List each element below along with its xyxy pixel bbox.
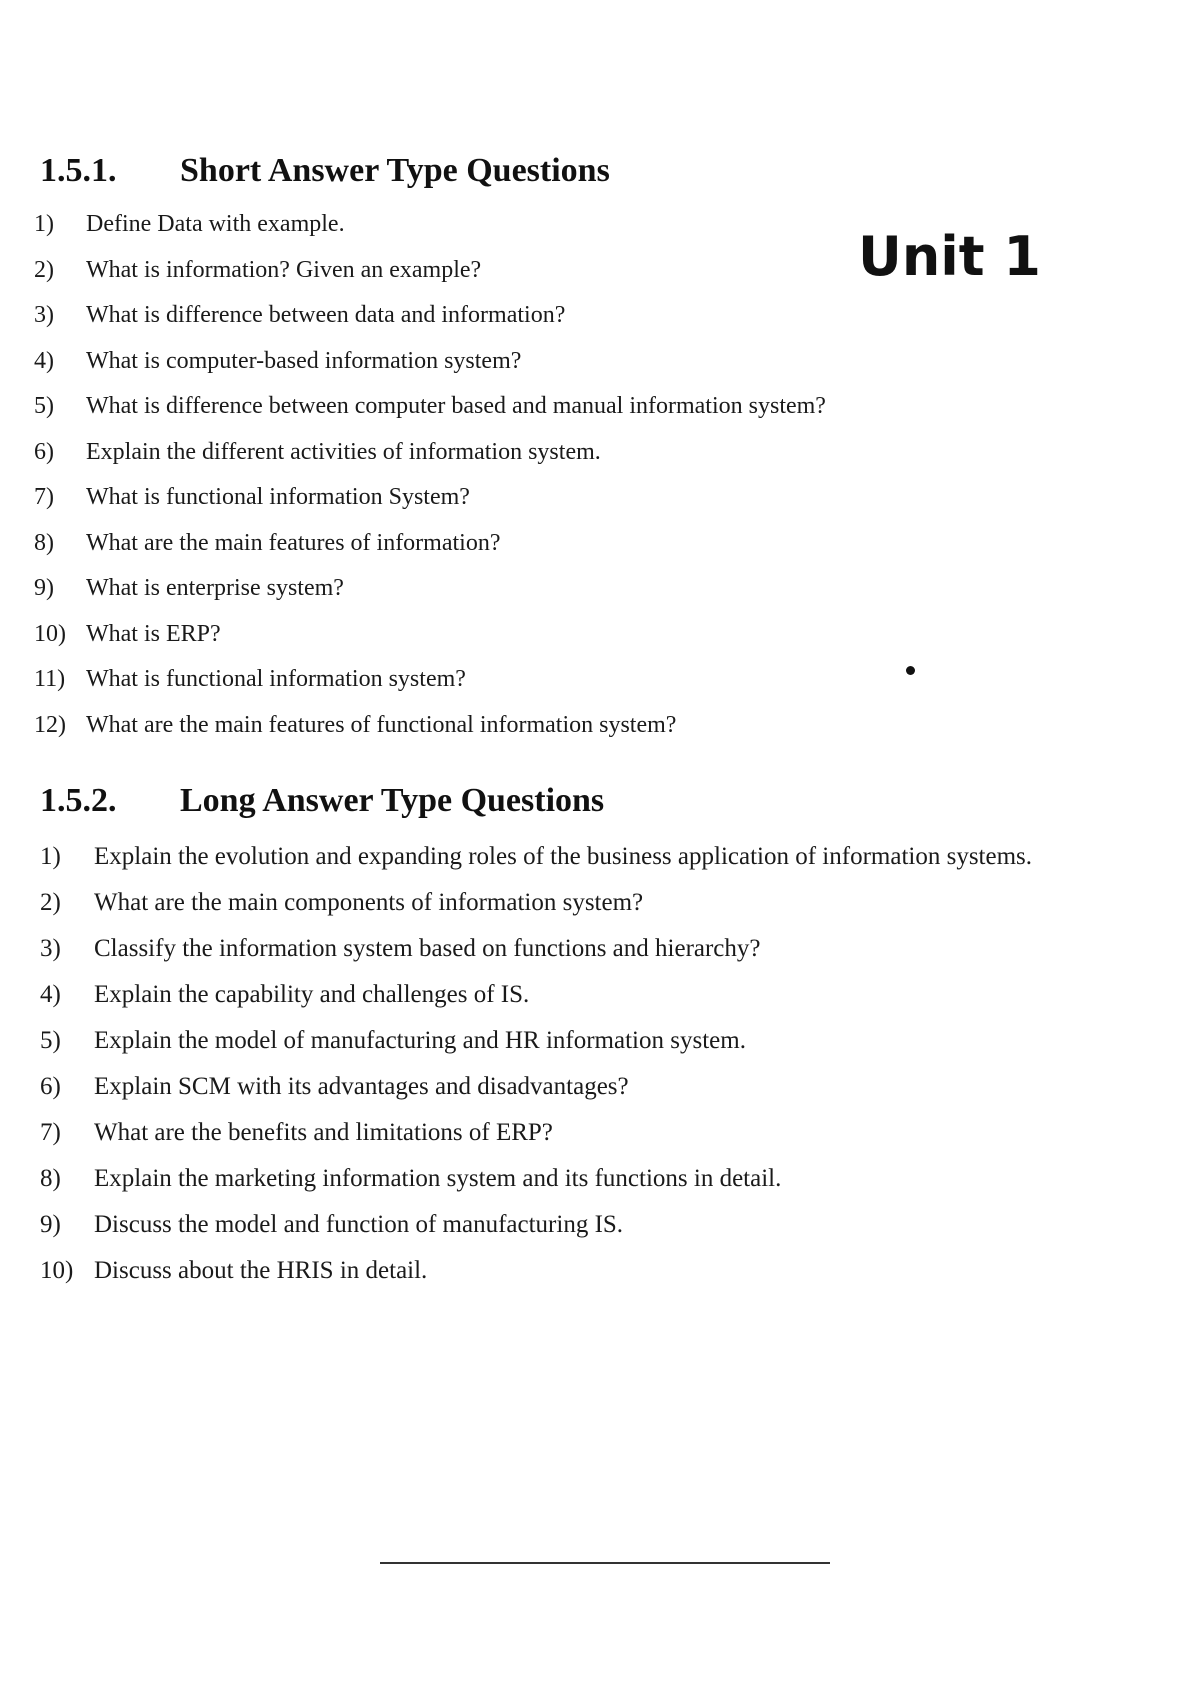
question-text: What is enterprise system?: [86, 575, 344, 601]
list-item: [40, 972, 1032, 1018]
list-item: [40, 1248, 1032, 1294]
short-question-list: [34, 202, 826, 748]
list-item: [40, 1156, 1032, 1202]
long-question-list: [40, 834, 1032, 1294]
question-number: 10): [40, 1257, 74, 1284]
list-item: [40, 1202, 1032, 1248]
question-number: 9): [34, 575, 54, 601]
short-section-title: Short Answer Type Questions: [180, 152, 610, 189]
list-item: [34, 521, 826, 567]
long-section-title: Long Answer Type Questions: [180, 782, 605, 819]
question-number: 5): [34, 393, 54, 419]
question-text: What is difference between computer based and manual information system?: [86, 393, 826, 419]
question-text: What is ERP?: [86, 620, 221, 647]
short-answer-heading: [40, 152, 610, 190]
question-number: 4): [40, 981, 61, 1008]
unit-title: Unit 1: [858, 225, 1041, 288]
list-item: [34, 657, 826, 703]
list-item: [34, 475, 826, 521]
question-text: Explain the evolution and expanding roles of the business application of information systems.: [94, 843, 1033, 870]
short-section-number: 1.5.1.: [40, 152, 117, 189]
question-number: 8): [40, 1165, 61, 1192]
list-item: [34, 566, 826, 612]
question-text: Discuss about the HRIS in detail.: [94, 1257, 428, 1284]
question-text: Explain the different activities of information system.: [86, 438, 601, 465]
question-text: Explain the model of manufacturing and HR information system.: [94, 1027, 746, 1054]
long-answer-heading: [40, 782, 604, 820]
footer-rule: [380, 1562, 830, 1564]
question-number: 12): [34, 711, 66, 738]
question-number: 6): [40, 1073, 61, 1100]
question-text: What is functional information system?: [86, 666, 466, 692]
question-text: Explain the capability and challenges of IS.: [94, 981, 530, 1008]
question-number: 10): [34, 620, 66, 647]
list-item: [34, 384, 826, 430]
list-item: [34, 202, 826, 248]
list-item: [40, 1064, 1032, 1110]
list-item: [40, 1018, 1032, 1064]
question-text: Discuss the model and function of manufacturing IS.: [94, 1211, 624, 1238]
question-number: 3): [40, 935, 61, 962]
question-number: 2): [40, 889, 61, 916]
question-number: 11): [34, 666, 66, 692]
question-number: 8): [34, 529, 54, 556]
list-item: [34, 339, 826, 385]
question-number: 1): [40, 843, 61, 870]
list-item: [40, 834, 1032, 880]
question-number: 7): [40, 1119, 61, 1146]
question-number: 3): [34, 302, 54, 328]
question-text: What are the main features of functional information system?: [86, 711, 677, 738]
list-item: [34, 248, 826, 294]
question-text: What is computer-based information system?: [86, 347, 522, 374]
list-item: [40, 880, 1032, 926]
question-text: Explain the marketing information system and its functions in detail.: [94, 1165, 782, 1192]
long-section-number: 1.5.2.: [40, 782, 117, 819]
list-item: [34, 430, 826, 476]
question-text: What are the benefits and limitations of ERP?: [94, 1119, 553, 1146]
question-text: Classify the information system based on functions and hierarchy?: [94, 935, 761, 962]
question-text: What are the main features of information?: [86, 529, 501, 556]
question-text: Define Data with example.: [86, 211, 345, 237]
question-text: What is difference between data and information?: [86, 302, 566, 328]
question-number: 7): [34, 484, 54, 510]
question-number: 2): [34, 256, 54, 283]
question-text: What is information? Given an example?: [86, 256, 482, 283]
scan-speck: [906, 666, 915, 675]
question-text: What are the main components of information system?: [94, 889, 644, 916]
question-text: Explain SCM with its advantages and disadvantages?: [94, 1073, 629, 1100]
question-number: 6): [34, 438, 54, 465]
question-number: 1): [34, 211, 54, 237]
list-item: [40, 926, 1032, 972]
question-number: 9): [40, 1211, 61, 1238]
list-item: [34, 612, 826, 658]
list-item: [34, 703, 826, 749]
list-item: [34, 293, 826, 339]
list-item: [40, 1110, 1032, 1156]
question-text: What is functional information System?: [86, 484, 470, 510]
question-number: 5): [40, 1027, 61, 1054]
question-number: 4): [34, 347, 54, 374]
